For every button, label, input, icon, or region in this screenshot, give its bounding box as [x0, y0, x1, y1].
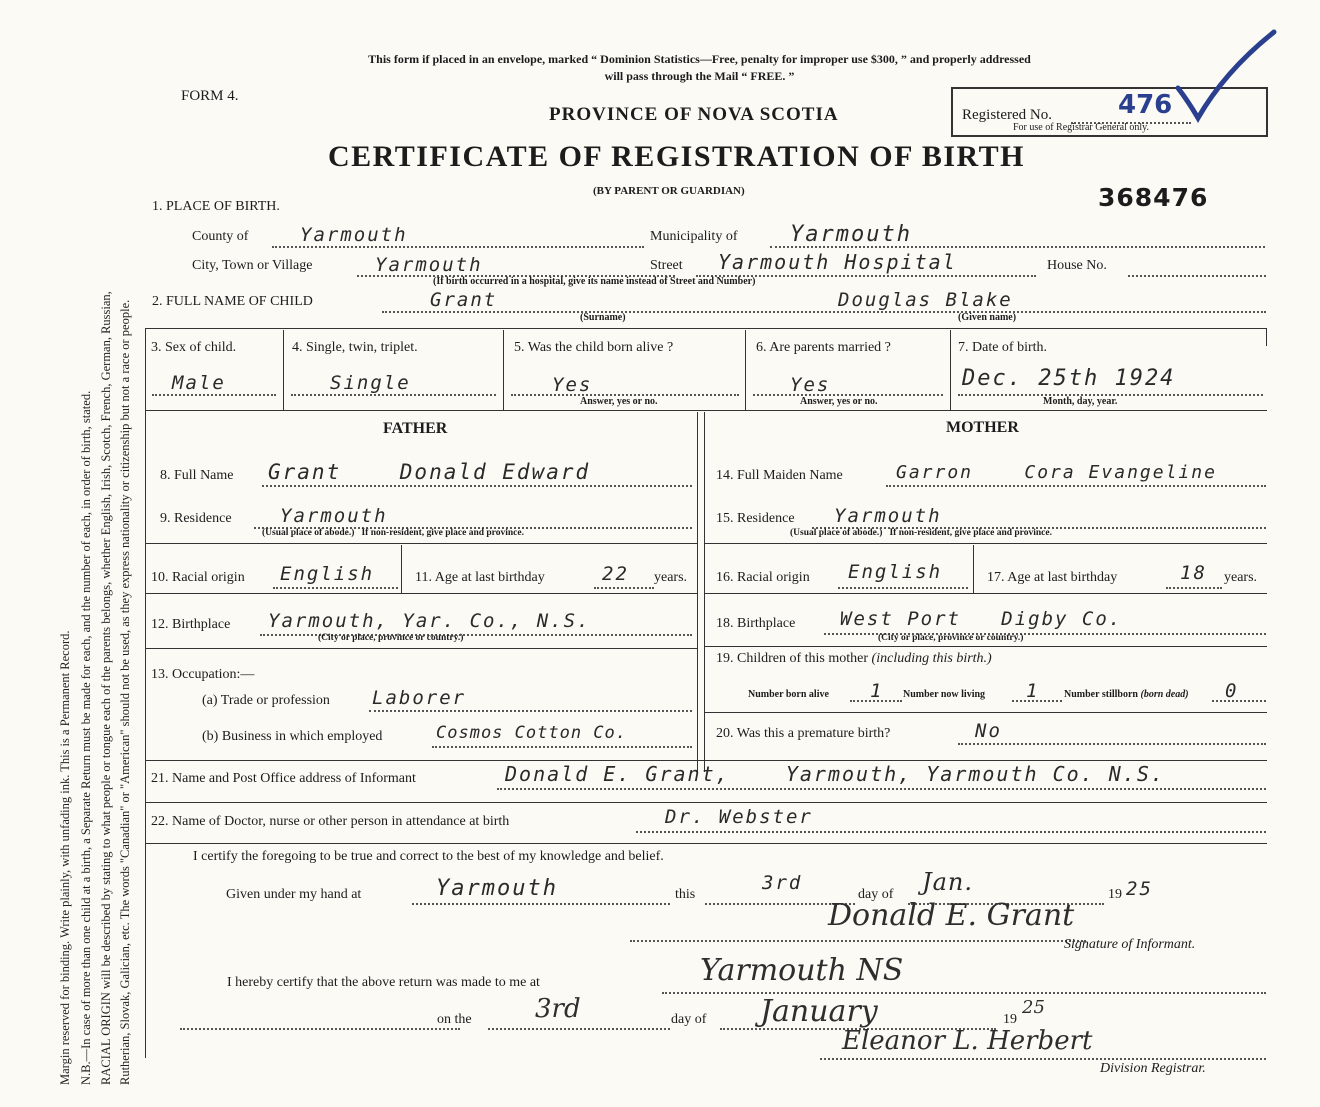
certificate-title: CERTIFICATE OF REGISTRATION OF BIRTH	[328, 140, 1025, 173]
date-of-birth-value: Dec. 25th 1924	[962, 366, 1176, 391]
registered-no-label: Registered No.	[962, 107, 1052, 123]
informant-label: 21. Name and Post Office address of Informant	[151, 771, 416, 786]
mother-racial-label: 16. Racial origin	[716, 570, 810, 585]
parents-married-label: 6. Are parents married ?	[756, 340, 891, 355]
margin-note-3: RACIAL ORIGIN will be described by stating to what people or tongue each of the parents belongs, whether English, Irish, Scotch, French, German, Russian,	[99, 291, 113, 1085]
mother-name-label: 14. Full Maiden Name	[716, 468, 843, 483]
children-label-note: (including this birth.)	[871, 651, 992, 666]
given-year-value: 25	[1126, 878, 1153, 900]
mother-birthplace-value: West Port Digby Co.	[840, 608, 1123, 630]
given-under-label: Given under my hand at	[226, 887, 362, 902]
registrar-note: For use of Registrar General only.	[1013, 122, 1149, 133]
father-birthplace-caption: (City or place, province or country.)	[318, 633, 464, 643]
street-label: Street	[650, 258, 683, 273]
this-label: this	[675, 887, 696, 902]
parents-married-caption: Answer, yes or no.	[800, 396, 878, 407]
father-birthplace-label: 12. Birthplace	[151, 617, 231, 632]
margin-note-2: N.B.—In case of more than one child at a birth, a Separate Return must be made for each, and the number of each, in order of birth, stated.	[79, 390, 93, 1085]
day-of-label: day of	[858, 887, 894, 902]
certificate-number: 368476	[1098, 183, 1209, 212]
municipality-label: Municipality of	[650, 229, 738, 244]
child-name-label: 2. FULL NAME OF CHILD	[152, 294, 313, 309]
stillborn-label-note: (born dead)	[1140, 689, 1189, 700]
children-label-text: 19. Children of this mother	[716, 651, 869, 666]
sex-value: Male	[172, 372, 226, 394]
registered-no-value: 476	[1118, 90, 1173, 120]
registrar-day-value: 3rd	[535, 994, 581, 1024]
children-label	[716, 651, 992, 667]
premature-label: 20. Was this a premature birth?	[716, 726, 891, 741]
margin-note-1: Margin reserved for binding. Write plainly, with unfading ink. This is a Permanent Record.	[58, 630, 72, 1085]
on-the-label: on the	[437, 1012, 472, 1027]
registrar-year-value: 25	[1022, 997, 1045, 1018]
date-of-birth-label: 7. Date of birth.	[958, 340, 1048, 355]
city-label: City, Town or Village	[192, 258, 313, 273]
registrar-signature: Eleanor L. Herbert	[842, 1026, 1093, 1056]
margin-note-4: Rutherian, Slovak, Galician, etc. The words "Canadian" or "American" should not be used, as they express nationality or citizenship but not a race or people.	[118, 299, 132, 1085]
trade-label: (a) Trade or profession	[202, 693, 330, 708]
postage-note-line-2: will pass through the Mail “ FREE. ”	[604, 69, 795, 83]
father-name-value: Grant Donald Edward	[268, 460, 591, 484]
father-name-label: 8. Full Name	[160, 468, 234, 483]
born-alive-count-value: 1	[870, 680, 884, 702]
stillborn-label	[1064, 689, 1189, 700]
father-residence-caption: (Usual place of abode.) If non-resident, give place and province.	[262, 528, 524, 538]
father-racial-value: English	[280, 563, 375, 585]
given-year-prefix: 19	[1108, 887, 1122, 902]
mother-residence-value: Yarmouth	[834, 505, 942, 527]
father-residence-value: Yarmouth	[280, 505, 388, 527]
mother-racial-value: English	[848, 561, 943, 583]
city-value: Yarmouth	[375, 254, 483, 276]
informant-signature: Donald E. Grant	[828, 898, 1075, 933]
mother-heading: MOTHER	[946, 419, 1019, 436]
hospital-note: (If birth occurred in a hospital, give its name instead of Street and Number)	[433, 276, 756, 287]
mother-age-unit: years.	[1224, 570, 1258, 585]
municipality-value: Yarmouth	[790, 222, 912, 247]
father-age-value: 22	[602, 563, 629, 585]
mother-name-value: Garron Cora Evangeline	[896, 462, 1217, 483]
given-month-value: Jan.	[922, 868, 974, 896]
given-day-value: 3rd	[762, 872, 803, 894]
registrar-place-value: Yarmouth NS	[700, 953, 904, 988]
mother-birthplace-caption: (City or place, province or country.)	[878, 633, 1024, 643]
province-title: PROVINCE OF NOVA SCOTIA	[549, 104, 839, 125]
business-label: (b) Business in which employed	[202, 729, 383, 744]
registrar-day-of-label: day of	[671, 1012, 707, 1027]
sex-label: 3. Sex of child.	[151, 340, 237, 355]
place-of-birth-heading: 1. PLACE OF BIRTH.	[152, 199, 280, 214]
postage-note-line-1: This form if placed in an envelope, marked “ Dominion Statistics—Free, penalty for improper use $300, ” and properly addressed	[368, 52, 1031, 66]
trade-value: Laborer	[372, 687, 467, 709]
registrar-month-value: January	[760, 994, 878, 1029]
business-value: Cosmos Cotton Co.	[436, 723, 627, 743]
postage-note	[292, 52, 1107, 84]
father-birthplace-value: Yarmouth, Yar. Co., N.S.	[268, 610, 591, 632]
house-no-label: House No.	[1047, 258, 1107, 273]
child-surname: Grant	[430, 289, 498, 311]
father-age-unit: years.	[654, 570, 688, 585]
born-alive-label: 5. Was the child born alive ?	[514, 340, 674, 355]
street-value: Yarmouth Hospital	[718, 250, 957, 274]
mother-residence-caption: (Usual place of abode.) If non-resident, give place and province.	[790, 528, 1052, 538]
mother-residence-label: 15. Residence	[716, 511, 795, 526]
mother-age-label: 17. Age at last birthday	[987, 570, 1118, 585]
county-value: Yarmouth	[300, 224, 408, 246]
informant-value: Donald E. Grant, Yarmouth, Yarmouth Co. N.S.	[505, 762, 1165, 786]
registrar-year-prefix: 19	[1003, 1012, 1017, 1027]
father-racial-label: 10. Racial origin	[151, 570, 245, 585]
form-number: FORM 4.	[181, 88, 239, 104]
surname-caption: (Surname)	[580, 312, 626, 323]
born-alive-caption: Answer, yes or no.	[580, 396, 658, 407]
doctor-value: Dr. Webster	[665, 806, 813, 828]
plurality-value: Single	[330, 372, 411, 394]
given-name-caption: (Given name)	[958, 312, 1017, 323]
mother-age-value: 18	[1180, 562, 1207, 584]
born-alive-value: Yes	[552, 374, 593, 396]
father-age-label: 11. Age at last birthday	[415, 570, 545, 585]
child-given-name: Douglas Blake	[838, 289, 1013, 311]
informant-signature-label: Signature of Informant.	[1064, 937, 1196, 952]
mother-birthplace-label: 18. Birthplace	[716, 616, 796, 631]
stillborn-value: 0	[1225, 680, 1239, 702]
date-of-birth-caption: Month, day, year.	[1043, 396, 1118, 407]
parents-married-value: Yes	[790, 374, 831, 396]
father-heading: FATHER	[383, 420, 448, 437]
registrar-signature-label: Division Registrar.	[1100, 1061, 1206, 1076]
father-residence-label: 9. Residence	[160, 511, 232, 526]
occupation-label: 13. Occupation:—	[151, 667, 255, 682]
doctor-label: 22. Name of Doctor, nurse or other person in attendance at birth	[151, 814, 510, 829]
born-alive-count-label: Number born alive	[748, 689, 829, 700]
now-living-value: 1	[1026, 680, 1040, 702]
now-living-label: Number now living	[903, 689, 986, 700]
certification-statement: I certify the foregoing to be true and correct to the best of my knowledge and belief.	[193, 849, 664, 864]
plurality-label: 4. Single, twin, triplet.	[292, 340, 418, 355]
stillborn-label-text: Number stillborn	[1064, 689, 1138, 700]
given-place-value: Yarmouth	[436, 876, 558, 901]
check-mark-icon	[1170, 26, 1280, 126]
premature-value: No	[975, 720, 1002, 742]
registrar-statement: I hereby certify that the above return was made to me at	[227, 975, 540, 990]
certificate-subtitle: (BY PARENT OR GUARDIAN)	[593, 185, 745, 197]
county-label: County of	[192, 229, 249, 244]
